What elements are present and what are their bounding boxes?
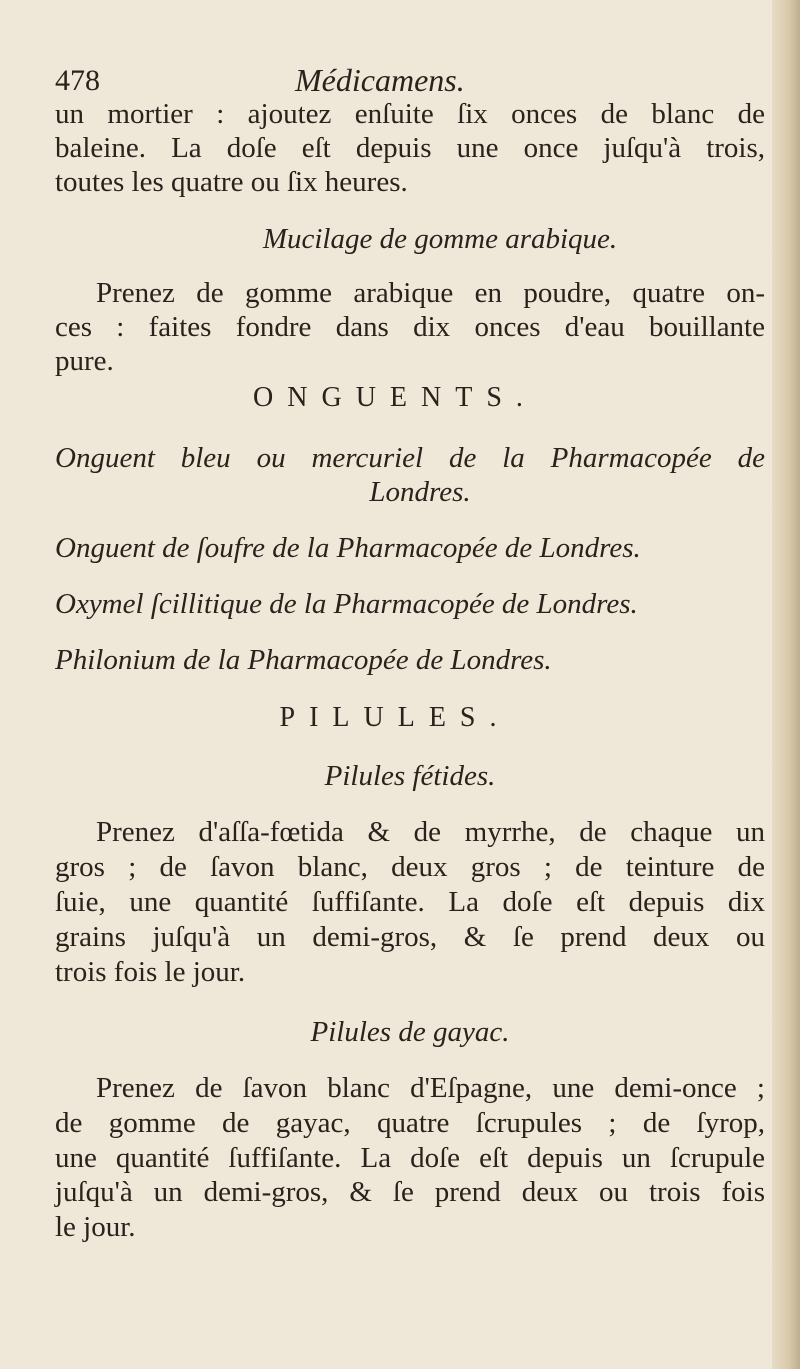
recipe-title: Londres. bbox=[369, 476, 471, 508]
text-line: le jour. bbox=[55, 1211, 136, 1243]
chapter-heading: ONGUENTS. bbox=[253, 382, 537, 413]
text-line: trois fois le jour. bbox=[55, 956, 246, 988]
text-line: gros ; de ſavon blanc, deux gros ; de teinture de bbox=[55, 851, 765, 883]
text-line: ſuie, une quantité ſuffiſante. La doſe eſt depuis dix bbox=[55, 886, 765, 918]
text-line: grains juſqu'à un demi-gros, & ſe prend deux ou bbox=[55, 921, 765, 953]
section-heading: Pilules de gayac. bbox=[310, 1016, 510, 1048]
text-line: une quantité ſuffiſante. La doſe eſt depuis un ſcrupule bbox=[55, 1142, 765, 1174]
chapter-heading: PILULES. bbox=[279, 702, 511, 733]
page-number: 478 bbox=[55, 64, 100, 97]
recipe-title: Onguent de ſoufre de la Pharmacopée de Londres. bbox=[55, 532, 641, 564]
recipe-title: Onguent bleu ou mercuriel de la Pharmacopée de bbox=[55, 442, 765, 474]
recipe-title: Philonium de la Pharmacopée de Londres. bbox=[55, 644, 552, 676]
running-title: Médicamens. bbox=[295, 62, 465, 98]
page-edge bbox=[772, 0, 800, 1369]
section-heading: Mucilage de gomme arabique. bbox=[262, 223, 618, 255]
text-line: Prenez d'aſſa-fœtida & de myrrhe, de chaque un bbox=[96, 816, 765, 848]
text-line: baleine. La doſe eſt depuis une once juſqu'à trois, bbox=[55, 132, 765, 164]
text-line: Prenez de ſavon blanc d'Eſpagne, une demi-once ; bbox=[96, 1072, 765, 1104]
text-line: juſqu'à un demi-gros, & ſe prend deux ou trois fois bbox=[55, 1176, 765, 1208]
recipe-title: Oxymel ſcillitique de la Pharmacopée de Londres. bbox=[55, 588, 638, 620]
text-line: Prenez de gomme arabique en poudre, quatre on- bbox=[96, 277, 765, 309]
text-line: toutes les quatre ou ſix heures. bbox=[55, 166, 408, 198]
text-line: un mortier : ajoutez enſuite ſix onces de blanc de bbox=[55, 98, 765, 130]
text-line: ces : faites fondre dans dix onces d'eau bouillante bbox=[55, 311, 765, 343]
text-line: de gomme de gayac, quatre ſcrupules ; de ſyrop, bbox=[55, 1107, 765, 1139]
text-line: pure. bbox=[55, 345, 114, 377]
section-heading: Pilules fétides. bbox=[324, 760, 496, 792]
